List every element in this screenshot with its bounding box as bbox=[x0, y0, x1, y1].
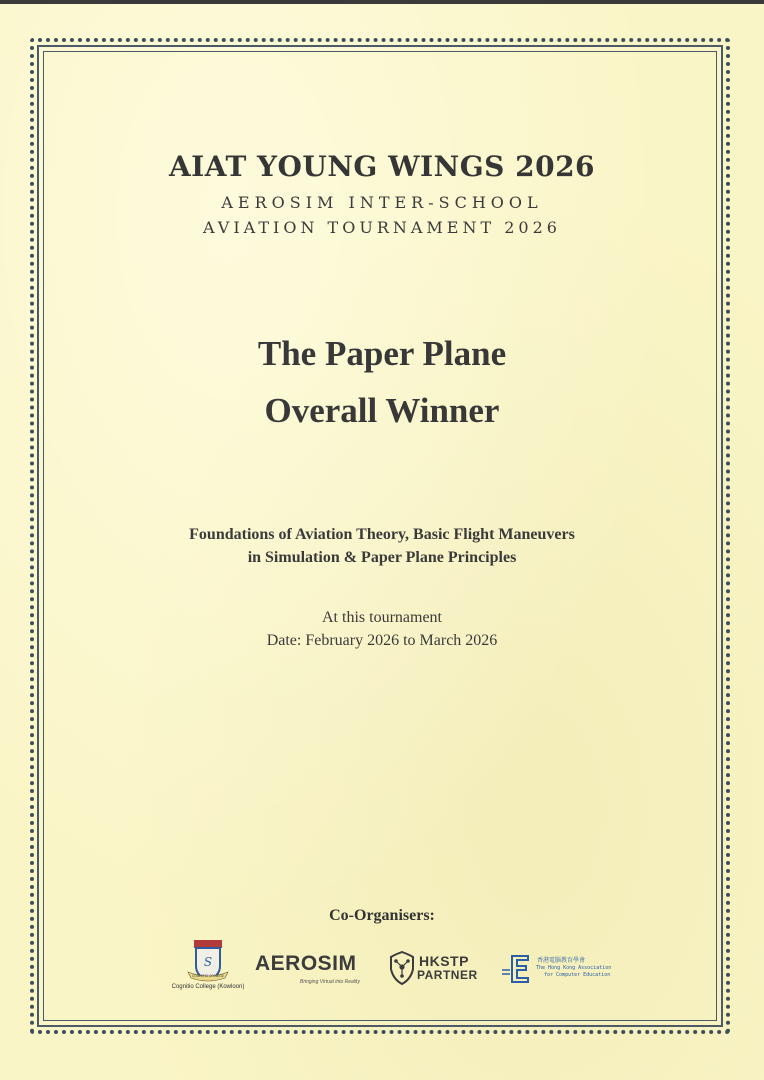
award-description-line1: Foundations of Aviation Theory, Basic Flight Maneuvers bbox=[189, 526, 575, 543]
hkstp-partner-text: PARTNER bbox=[417, 968, 478, 982]
award-title-line1: The Paper Plane bbox=[257, 334, 507, 373]
hkace-english-line2: for Computer Education bbox=[544, 972, 611, 978]
crest-motto: COGNITIO COLLEGE bbox=[192, 974, 224, 978]
aerosim-logo bbox=[255, 952, 370, 992]
hkstp-name: HKSTP bbox=[419, 953, 469, 969]
hkace-logo bbox=[500, 952, 610, 988]
aerosim-name: AEROSIM bbox=[255, 952, 357, 975]
hkace-english-line1: The Hong Kong Association bbox=[536, 965, 612, 971]
award-description-line2: in Simulation & Paper Plane Principles bbox=[247, 549, 517, 566]
co-organisers-label: Co-Organisers: bbox=[329, 907, 435, 924]
award-title-line2: Overall Winner bbox=[264, 391, 500, 430]
certificate-subtitle-line2: AVIATION TOURNAMENT 2026 bbox=[203, 218, 561, 237]
cognitio-college-logo bbox=[170, 936, 246, 996]
aerosim-tagline: Bringing Virtual into Reality bbox=[300, 979, 360, 985]
svg-text:S: S bbox=[203, 955, 213, 969]
date-text: Date: February 2026 to March 2026 bbox=[266, 632, 498, 649]
certificate-title: AIAT YOUNG WINGS 2026 bbox=[168, 150, 596, 183]
crest-icon bbox=[170, 936, 246, 984]
venue-text: At this tournament bbox=[322, 609, 442, 626]
scan-edge bbox=[0, 0, 764, 4]
hkace-chinese-name: 香港電腦教育學會 bbox=[537, 957, 586, 964]
hkstp-partner-logo bbox=[389, 950, 484, 990]
certificate-subtitle-line1: AEROSIM INTER-SCHOOL bbox=[221, 193, 543, 212]
hkace-emblem-icon bbox=[500, 952, 534, 986]
shield-network-icon bbox=[389, 950, 415, 986]
cognitio-caption: Cognitio College (Kowloon) bbox=[171, 984, 245, 990]
